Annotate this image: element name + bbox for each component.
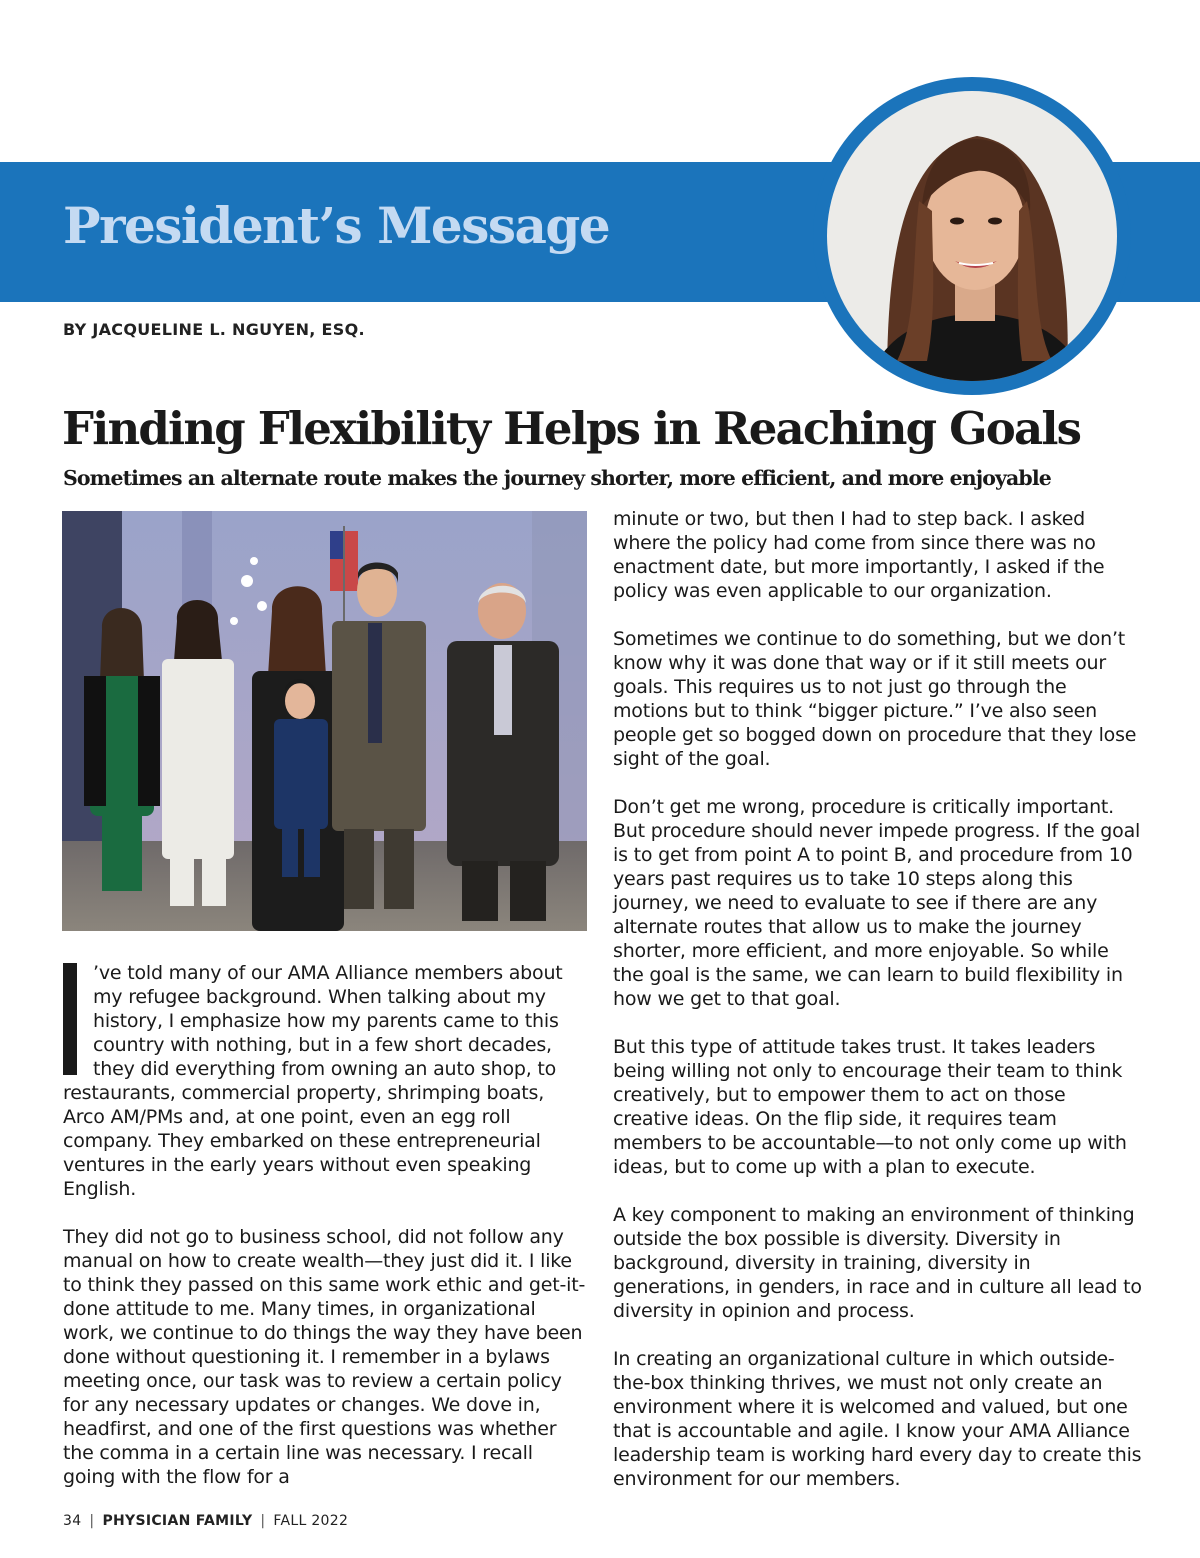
issue-label: FALL 2022 — [273, 1513, 349, 1529]
footer-separator: | — [260, 1513, 266, 1529]
page-number: 34 — [63, 1513, 82, 1529]
article-column-right — [613, 507, 1143, 1515]
page-footer — [63, 1513, 348, 1529]
paragraph: But this type of attitude takes trust. It takes leaders being willing not only to encourage their team to think creatively, but to empower them to act on those creative ideas. On the flip side, it requires team members to be accountable—to not only come up with ideas, but to come up with a plan to execute. — [613, 1036, 1127, 1178]
group-photo — [62, 511, 587, 931]
paragraph: Don’t get me wrong, procedure is critically important. But procedure should never impede progress. If the goal is to get from point A to point B, and procedure from 10 years past requires us to take 10 steps along this journey, we need to evaluate to see if there are any alternate routes that allow us to make the journey shorter, more efficient, and more enjoyable. So while the goal is the same, we can learn to build flexibility in how we get to that goal. — [613, 796, 1141, 1010]
paragraph: They did not go to business school, did not follow any manual on how to create wealth—they just did it. I like to think they passed on this same work ethic and get-it-done attitude to me. Many times, in organizational work, we continue to do things the way they have been done without questioning it. I remember in a bylaws meeting once, our task was to review a certain policy for any necessary updates or changes. We dove in, headfirst, and one of the first questions was whether the comma in a certain line was necessary. I recall going with the flow for a — [63, 1226, 586, 1488]
section-title: President’s Message — [63, 196, 610, 255]
article-column-left — [63, 961, 587, 1513]
author-portrait — [813, 77, 1131, 395]
paragraph: A key component to making an environment of thinking outside the box possible is diversity. Diversity in background, diversity in training, diversity in generations, in genders, in race and in culture all lead to diversity in opinion and process. — [613, 1204, 1142, 1322]
article-headline: Finding Flexibility Helps in Reaching Goals — [62, 402, 1081, 455]
byline: BY JACQUELINE L. NGUYEN, ESQ. — [63, 320, 365, 339]
drop-cap — [63, 963, 77, 1075]
article-subheadline: Sometimes an alternate route makes the journey shorter, more efficient, and more enjoyable — [63, 466, 1051, 490]
publication-name: PHYSICIAN FAMILY — [102, 1513, 253, 1529]
group-photo-image — [62, 511, 587, 931]
paragraph: Sometimes we continue to do something, but we don’t know why it was done that way or if it still meets our goals. This requires us to not just go through the motions but to think “bigger picture.” I’ve also seen people get so bogged down on procedure that they lose sight of the goal. — [613, 628, 1137, 770]
paragraph: ’ve told many of our AMA Alliance members about my refugee background. When talking about my history, I emphasize how my parents came to this country with nothing, but in a few short decades, they did everything from owning an auto shop, to restaurants, commercial property, shrimping boats, Arco AM/PMs and, at one point, even an egg roll company. They embarked on these entrepreneurial ventures in the early years without even speaking English. — [63, 962, 563, 1200]
paragraph: minute or two, but then I had to step back. I asked where the policy had come from since there was no enactment date, but more importantly, I asked if the policy was even applicable to our organization. — [613, 508, 1105, 602]
footer-separator: | — [89, 1513, 95, 1529]
paragraph: In creating an organizational culture in which outside-the-box thinking thrives, we must not only create an environment where it is welcomed and valued, but one that is accountable and agile. I know your AMA Alliance leadership team is working hard every day to create this environment for our members. — [613, 1348, 1142, 1490]
author-portrait-image — [827, 91, 1117, 381]
